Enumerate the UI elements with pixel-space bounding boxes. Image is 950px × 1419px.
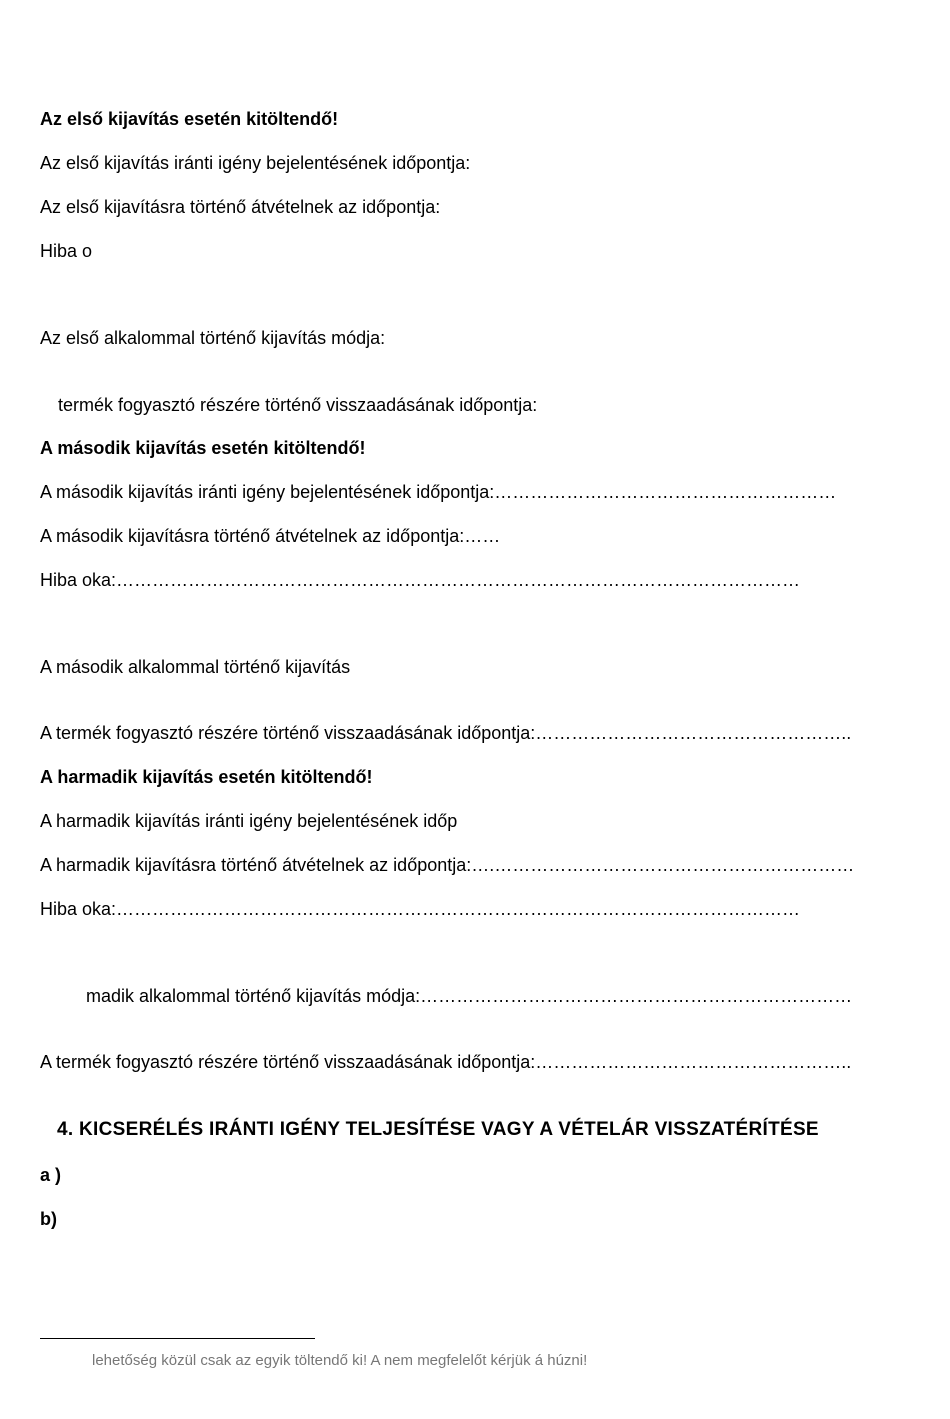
footnote-separator	[40, 1338, 315, 1339]
second-repair-return-date: A termék fogyasztó részére történő visszaadásának időpontja:……………………………………………..	[40, 723, 852, 743]
third-repair-heading: A harmadik kijavítás esetén kitöltendő!	[40, 767, 373, 787]
third-repair-method: madik alkalommal történő kijavítás módja:………………………………………………………………	[86, 986, 853, 1006]
section-4-heading: 4. KICSERÉLÉS IRÁNTI IGÉNY TELJESÍTÉSE VAGY A VÉTELÁR VISSZATÉRÍTÉSE	[57, 1119, 819, 1140]
third-repair-request-date: A harmadik kijavítás iránti igény bejelentésének időp	[40, 811, 458, 831]
second-repair-request-date: A második kijavítás iránti igény bejelentésének időpontja:…………………………………………………	[40, 482, 837, 502]
second-repair-method: A második alkalommal történő kijavítás	[40, 657, 351, 677]
third-repair-return-date: A termék fogyasztó részére történő visszaadásának időpontja:……………………………………………..	[40, 1052, 852, 1072]
footnote-text: lehetőség közül csak az egyik töltendő ki! A nem megfelelőt kérjük á húzni!	[92, 1352, 588, 1369]
section-4-option-a: a )	[40, 1165, 62, 1185]
third-repair-handover-date: A harmadik kijavításra történő átvételnek az időpontja:….……………………………………………………	[40, 855, 855, 875]
section-4-option-b: b)	[40, 1209, 57, 1229]
first-repair-return-date: termék fogyasztó részére történő visszaadásának időpontja:	[58, 395, 538, 415]
second-repair-heading: A második kijavítás esetén kitöltendő!	[40, 438, 366, 458]
first-repair-heading: Az első kijavítás esetén kitöltendő!	[40, 109, 339, 129]
first-repair-request-date: Az első kijavítás iránti igény bejelentésének időpontja:	[40, 153, 471, 173]
third-repair-fault-cause: Hiba oka:……………………………………………………………………………………………………	[40, 899, 801, 919]
second-repair-fault-cause: Hiba oka:……………………………………………………………………………………………………	[40, 570, 801, 590]
first-repair-method: Az első alkalommal történő kijavítás módja:	[40, 328, 386, 348]
second-repair-handover-date: A második kijavításra történő átvételnek az időpontja:……	[40, 526, 501, 546]
first-repair-fault-cause: Hiba o	[40, 241, 93, 261]
first-repair-handover-date: Az első kijavításra történő átvételnek az időpontja:	[40, 197, 441, 217]
